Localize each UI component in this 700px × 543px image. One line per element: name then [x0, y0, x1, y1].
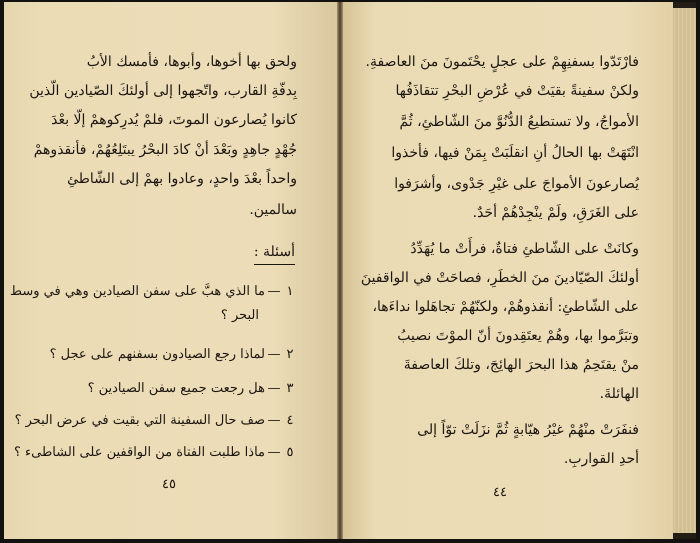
question-text: لماذا رجع الصيادون بسفنهم على عجل ؟: [49, 347, 265, 362]
question-number: ١: [286, 284, 294, 299]
question-dash: —: [267, 381, 281, 396]
left-paragraph-line: جُهْدٍ جاهِدٍ وبَعْدَ أنْ كادَ البحْرُ يبتَلِعُهُمْ، فأنقذوهمْ: [33, 142, 297, 158]
question-number: ٣: [286, 381, 294, 396]
question-number: ٤: [286, 413, 294, 428]
right-paragraph-line: أولئكَ الصّيّادينَ منَ الخطَرِ، فصاحَتْ في الواقفينَ: [360, 270, 639, 286]
question-text: هل رجعت جميع سفن الصيادين ؟: [87, 381, 265, 396]
question-item: [27, 345, 297, 365]
right-paragraph-line: الهائلةَ.: [599, 386, 639, 402]
page-edges: [673, 8, 696, 533]
right-paragraph-line: يُصارعونَ الأمواجَ على غيْرِ جَدْوى، وأشرَفوا: [394, 176, 639, 192]
right-paragraph-line: فنفَرَتْ منْهُمْ غيْرُ هيّابةٍ ثُمَّ نزَلَتْ توّاً إلى: [417, 422, 639, 438]
left-paragraph-line: سالمين.: [249, 202, 297, 218]
question-item: [10, 282, 297, 302]
question-item: [13, 443, 297, 463]
left-paragraph-line: واحداً بعْدَ واحدٍ، وعادوا بهمْ إلى الشّاطئِ: [67, 171, 297, 187]
question-text: صف حال السفينة التي بقيت في عرض البحر ؟: [14, 413, 265, 428]
right-paragraph-line: على الشّاطئِ: أنقذوهُمْ، ولكنّهُمْ تجاهَلوا نداءَها،: [372, 299, 639, 315]
right-paragraph-line: أحدِ القواربِ.: [563, 451, 639, 467]
page-number: ٤٤: [493, 485, 507, 500]
question-number: ٢: [286, 347, 294, 362]
questions-heading: أسئلة :: [254, 242, 295, 265]
question-dash: —: [267, 284, 281, 299]
question-dash: —: [267, 413, 281, 428]
question-text: ماذا طلبت الفتاة من الواقفين على الشاطىء ؟: [13, 445, 265, 460]
right-paragraph-line: فارْتَدّوا بسفنِهِمْ على عجلٍ يحْتَمونَ منَ العاصفةِ.: [365, 54, 639, 70]
left-paragraph-line: بِدفّةِ القارب، واتّجهوا إلى أولئكَ الصّيادين الّذين: [29, 83, 297, 99]
question-dash: —: [267, 347, 281, 362]
right-paragraph-line: وتبَرَّموا بها، وهُمْ يعتَقِدونَ أنّ الموْتَ نصيبُ: [397, 328, 639, 344]
book-spread: [4, 2, 696, 539]
right-page: [343, 2, 673, 539]
left-paragraph-line: ولحق بها أخوها، وأبوها، فأمسك الأبُ: [86, 54, 297, 70]
left-paragraph-line: كانوا يُصارعون الموتَ، فلمْ يُدرِكوهمْ إلّا بعْدَ: [51, 112, 297, 128]
question-number: ٥: [286, 445, 294, 460]
question-dash: —: [267, 445, 281, 460]
left-page: [4, 2, 337, 539]
right-paragraph-line: منْ يقتَحِمُ هذا البحرَ الهائِجَ، وتلكَ العاصفةَ: [403, 357, 639, 373]
right-paragraph-line: الأمواجُ، ولا تستطيعُ الدُّنُوَّ منَ الشّاطئِ، ثُمَّ: [399, 114, 639, 130]
right-paragraph-line: انْتَهَتْ بها الحالُ أنِ انقلَبَتْ بِمَنْ فيها، فأخذوا: [391, 145, 639, 161]
question-text: ما الذي هبَّ على سفن الصيادين وهي في وسط: [10, 284, 265, 299]
right-paragraph-line: وكانَتْ على الشّاطئِ فتاةٌ، فرأَتْ ما يُهَدِّدُ: [410, 241, 639, 257]
right-paragraph-line: على الغَرَقِ، ولَمْ ينْجِدْهُمْ أحَدٌ.: [472, 205, 639, 221]
page-number: ٤٥: [162, 477, 176, 492]
question-continuation: البحر ؟: [220, 308, 259, 323]
right-paragraph-line: ولكنْ سفينةً بقيَتْ في عُرْضِ البحْرِ تتقاذَفُها: [395, 83, 639, 99]
question-item: [27, 379, 297, 399]
question-item: [14, 411, 297, 431]
